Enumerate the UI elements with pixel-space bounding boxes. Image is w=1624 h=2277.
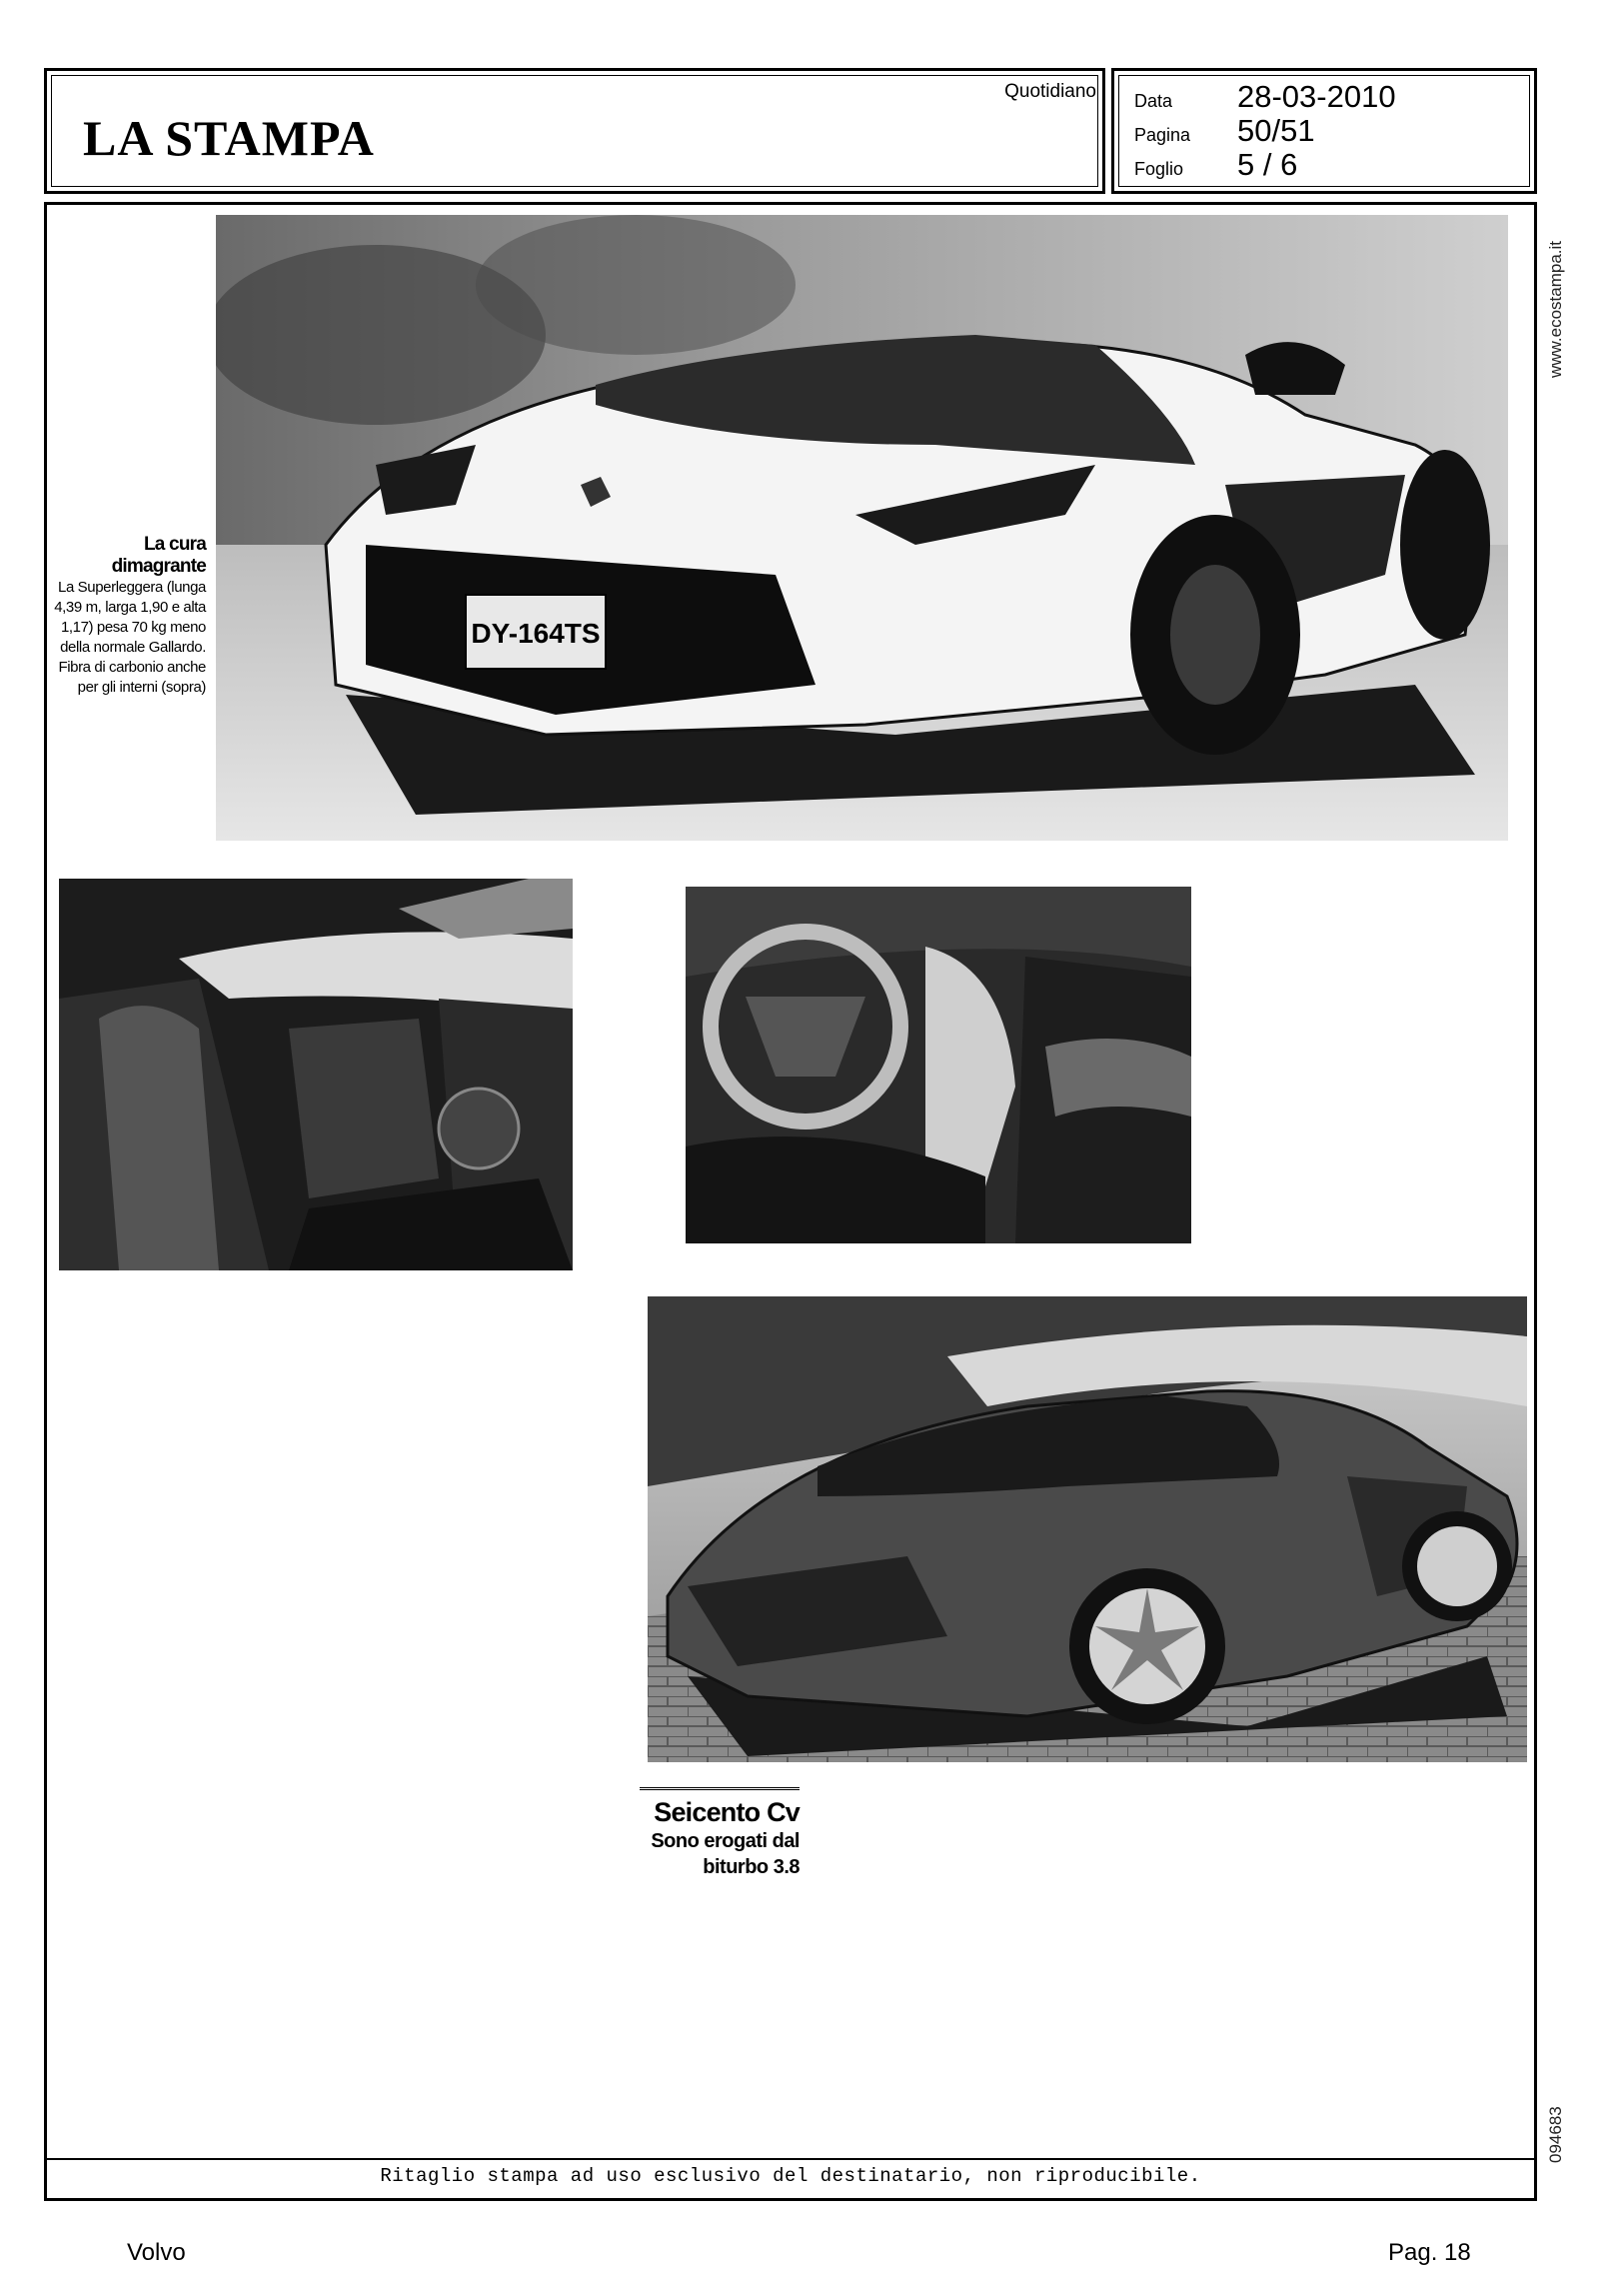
website-vertical: www.ecostampa.it <box>1546 241 1565 378</box>
meta-row-pagina <box>1134 113 1514 147</box>
header-box <box>44 68 1105 194</box>
license-plate: DY-164TS <box>471 618 601 649</box>
pagina-label: Pagina <box>1134 125 1191 145</box>
interior-illustration-left <box>59 879 573 1270</box>
footer-rule <box>47 2158 1534 2160</box>
meta-row-data <box>1134 79 1514 113</box>
pagina-value: 50/51 <box>1237 113 1315 148</box>
interior-illustration-right <box>686 887 1191 1243</box>
photo-mclaren <box>648 1296 1527 1762</box>
publication-type: Quotidiano <box>1004 81 1096 102</box>
meta-row-foglio <box>1134 147 1514 181</box>
caption-title: La cura dimagrante <box>111 534 206 577</box>
caption-title-seicento: Seicento Cv <box>654 1797 800 1827</box>
caption-text-seicento: Sono erogati dal biturbo 3.8 <box>651 1830 800 1878</box>
foglio-label: Foglio <box>1134 159 1184 179</box>
source-label: Volvo <box>127 2239 186 2266</box>
caption-superleggera <box>48 534 206 698</box>
clipping-code-vertical: 094683 <box>1546 2106 1565 2163</box>
caption-mclaren <box>640 1787 800 1880</box>
photo-interior-right <box>686 887 1191 1243</box>
data-label: Data <box>1134 91 1173 111</box>
foglio-value: 5 / 6 <box>1237 147 1298 182</box>
data-value: 28-03-2010 <box>1237 79 1396 114</box>
meta-box <box>1111 68 1537 194</box>
car-illustration-lamborghini <box>216 215 1508 841</box>
caption-rule <box>640 1787 800 1790</box>
reproduction-notice: Ritaglio stampa ad uso esclusivo del destinatario, non riproducibile. <box>380 2165 1201 2187</box>
photo-interior-left <box>59 879 573 1270</box>
caption-text: La Superleggera (lunga 4,39 m, larga 1,90 e alta 1,17) pesa 70 kg meno della normale Gallardo. Fibra di carbonio anche per gli interni (sopra) <box>54 579 206 696</box>
masthead: LA STAMPA <box>83 110 375 166</box>
photo-superleggera <box>216 215 1508 841</box>
page-number: Pag. 18 <box>1388 2239 1471 2266</box>
car-illustration-mclaren <box>648 1296 1527 1762</box>
